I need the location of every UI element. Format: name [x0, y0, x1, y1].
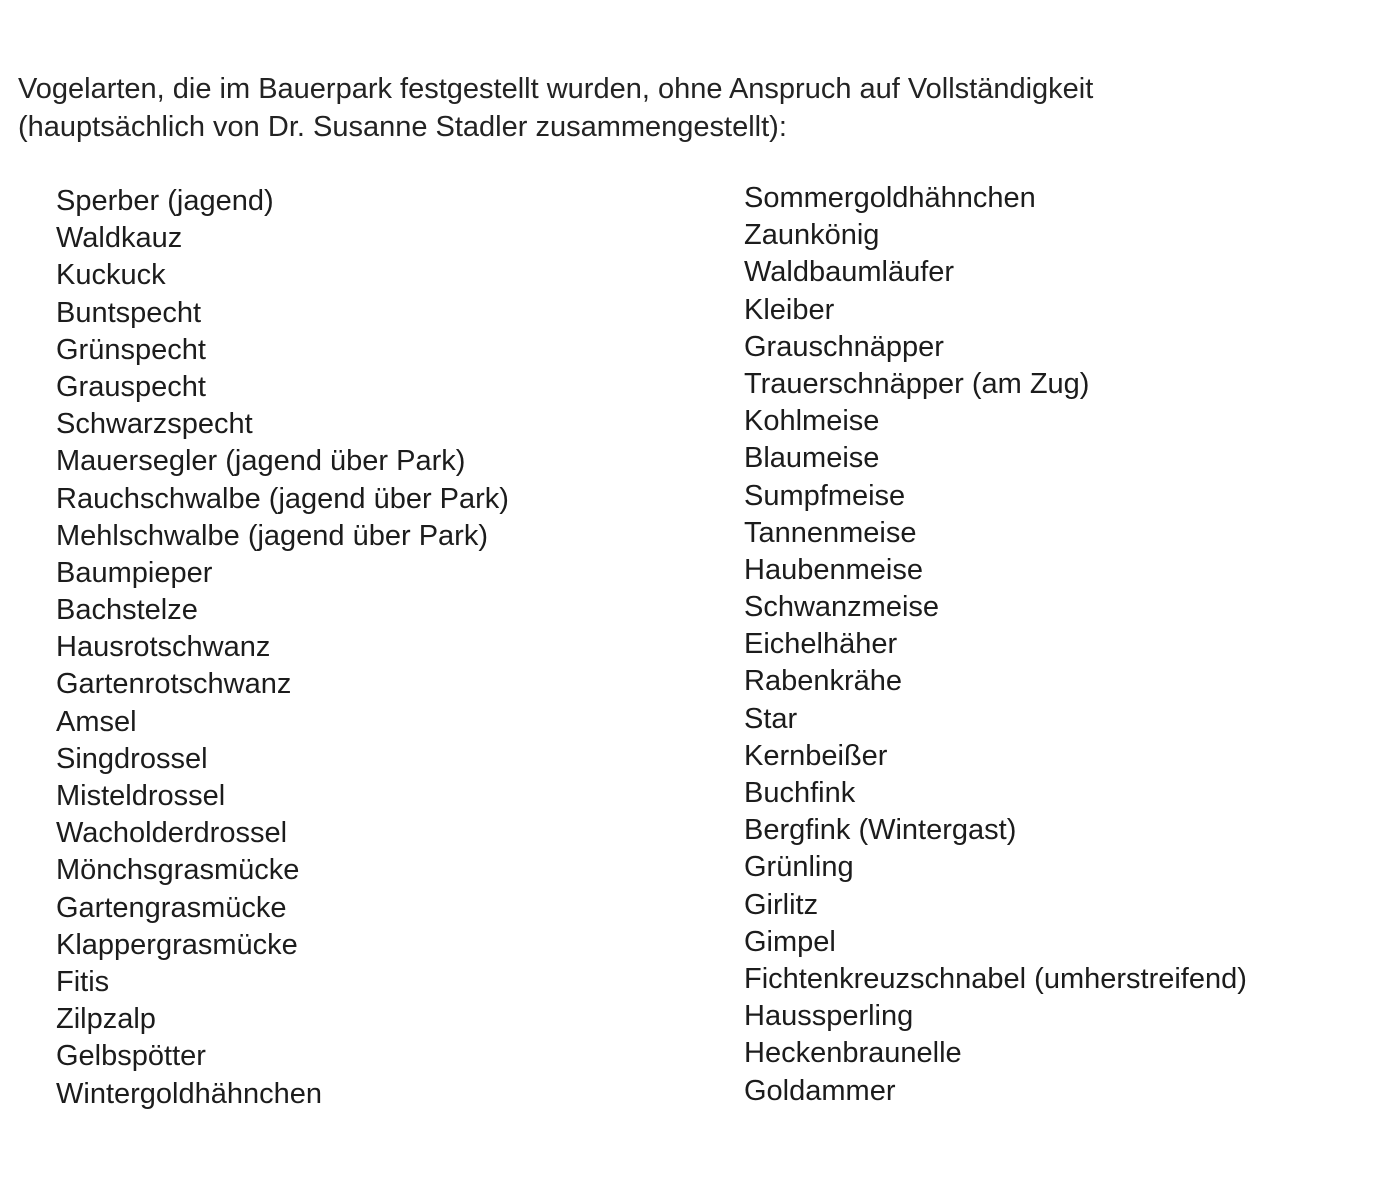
- bird-species-item: Amsel: [56, 705, 137, 738]
- bird-species-item: Mönchsgrasmücke: [56, 854, 300, 887]
- bird-species-item: Kernbeißer: [744, 739, 888, 772]
- bird-species-item: Gartenrotschwanz: [56, 668, 292, 701]
- bird-species-item: Zilpzalp: [56, 1003, 156, 1036]
- bird-species-item: Rabenkrähe: [744, 665, 902, 698]
- bird-species-item: Girlitz: [744, 888, 819, 921]
- bird-species-item: Misteldrossel: [56, 780, 226, 812]
- bird-species-item: Sumpfmeise: [744, 479, 906, 512]
- bird-species-item: Wintergoldhähnchen: [56, 1077, 323, 1110]
- bird-species-item: Gelbspötter: [56, 1040, 206, 1073]
- bird-species-item: Schwanzmeise: [744, 591, 940, 624]
- bird-species-item: Goldammer: [744, 1074, 896, 1107]
- bird-species-item: Grauspecht: [56, 370, 206, 403]
- bird-list-right: [744, 180, 1247, 1110]
- intro-paragraph: [18, 70, 1093, 146]
- bird-species-item: Tannenmeise: [744, 516, 917, 549]
- bird-species-item: Sperber (jagend): [56, 185, 274, 217]
- bird-species-item: Bergfink (Wintergast): [744, 814, 1017, 847]
- bird-species-item: Kleiber: [744, 293, 835, 326]
- bird-species-item: Buntspecht: [56, 296, 202, 329]
- bird-species-item: Fichtenkreuzschnabel (umherstreifend): [744, 962, 1247, 995]
- intro-line-2: (hauptsächlich von Dr. Susanne Stadler zusammengestellt):: [18, 111, 787, 143]
- bird-species-item: Buchfink: [744, 777, 856, 809]
- bird-species-item: Klappergrasmücke: [56, 928, 298, 961]
- bird-species-item: Mehlschwalbe (jagend über Park): [56, 519, 488, 552]
- bird-species-item: Gimpel: [744, 925, 836, 958]
- bird-species-item: Grünspecht: [56, 333, 206, 366]
- bird-species-item: Star: [744, 702, 798, 735]
- bird-species-item: Haubenmeise: [744, 553, 923, 586]
- bird-species-item: Sommergoldhähnchen: [744, 182, 1036, 214]
- bird-species-item: Heckenbraunelle: [744, 1037, 962, 1070]
- bird-species-item: Waldbaumläufer: [744, 256, 955, 289]
- intro-line-1: Vogelarten, die im Bauerpark festgestellt wurden, ohne Anspruch auf Vollständigkeit: [18, 73, 1094, 105]
- bird-species-item: Grauschnäpper: [744, 330, 944, 363]
- bird-species-item: Singdrossel: [56, 742, 208, 775]
- bird-species-item: Trauerschnäpper (am Zug): [744, 367, 1090, 400]
- bird-species-item: Kuckuck: [56, 259, 166, 292]
- bird-species-item: Waldkauz: [56, 222, 183, 255]
- bird-species-item: Rauchschwalbe (jagend über Park): [56, 482, 509, 515]
- bird-species-item: Schwarzspecht: [56, 408, 253, 441]
- bird-species-item: Hausrotschwanz: [56, 631, 271, 664]
- bird-species-item: Zaunkönig: [744, 219, 880, 252]
- bird-species-item: Haussperling: [744, 1000, 914, 1033]
- bird-species-item: Bachstelze: [56, 594, 198, 627]
- bird-species-item: Blaumeise: [744, 442, 880, 475]
- bird-species-item: Baumpieper: [56, 556, 213, 589]
- bird-list-left: [56, 183, 509, 1113]
- bird-species-item: Wacholderdrossel: [56, 817, 288, 850]
- bird-species-item: Eichelhäher: [744, 628, 898, 661]
- bird-species-item: Kohlmeise: [744, 405, 880, 438]
- bird-species-item: Fitis: [56, 965, 110, 998]
- bird-species-item: Mauersegler (jagend über Park): [56, 445, 466, 478]
- bird-species-item: Gartengrasmücke: [56, 891, 287, 924]
- bird-species-item: Grünling: [744, 851, 854, 884]
